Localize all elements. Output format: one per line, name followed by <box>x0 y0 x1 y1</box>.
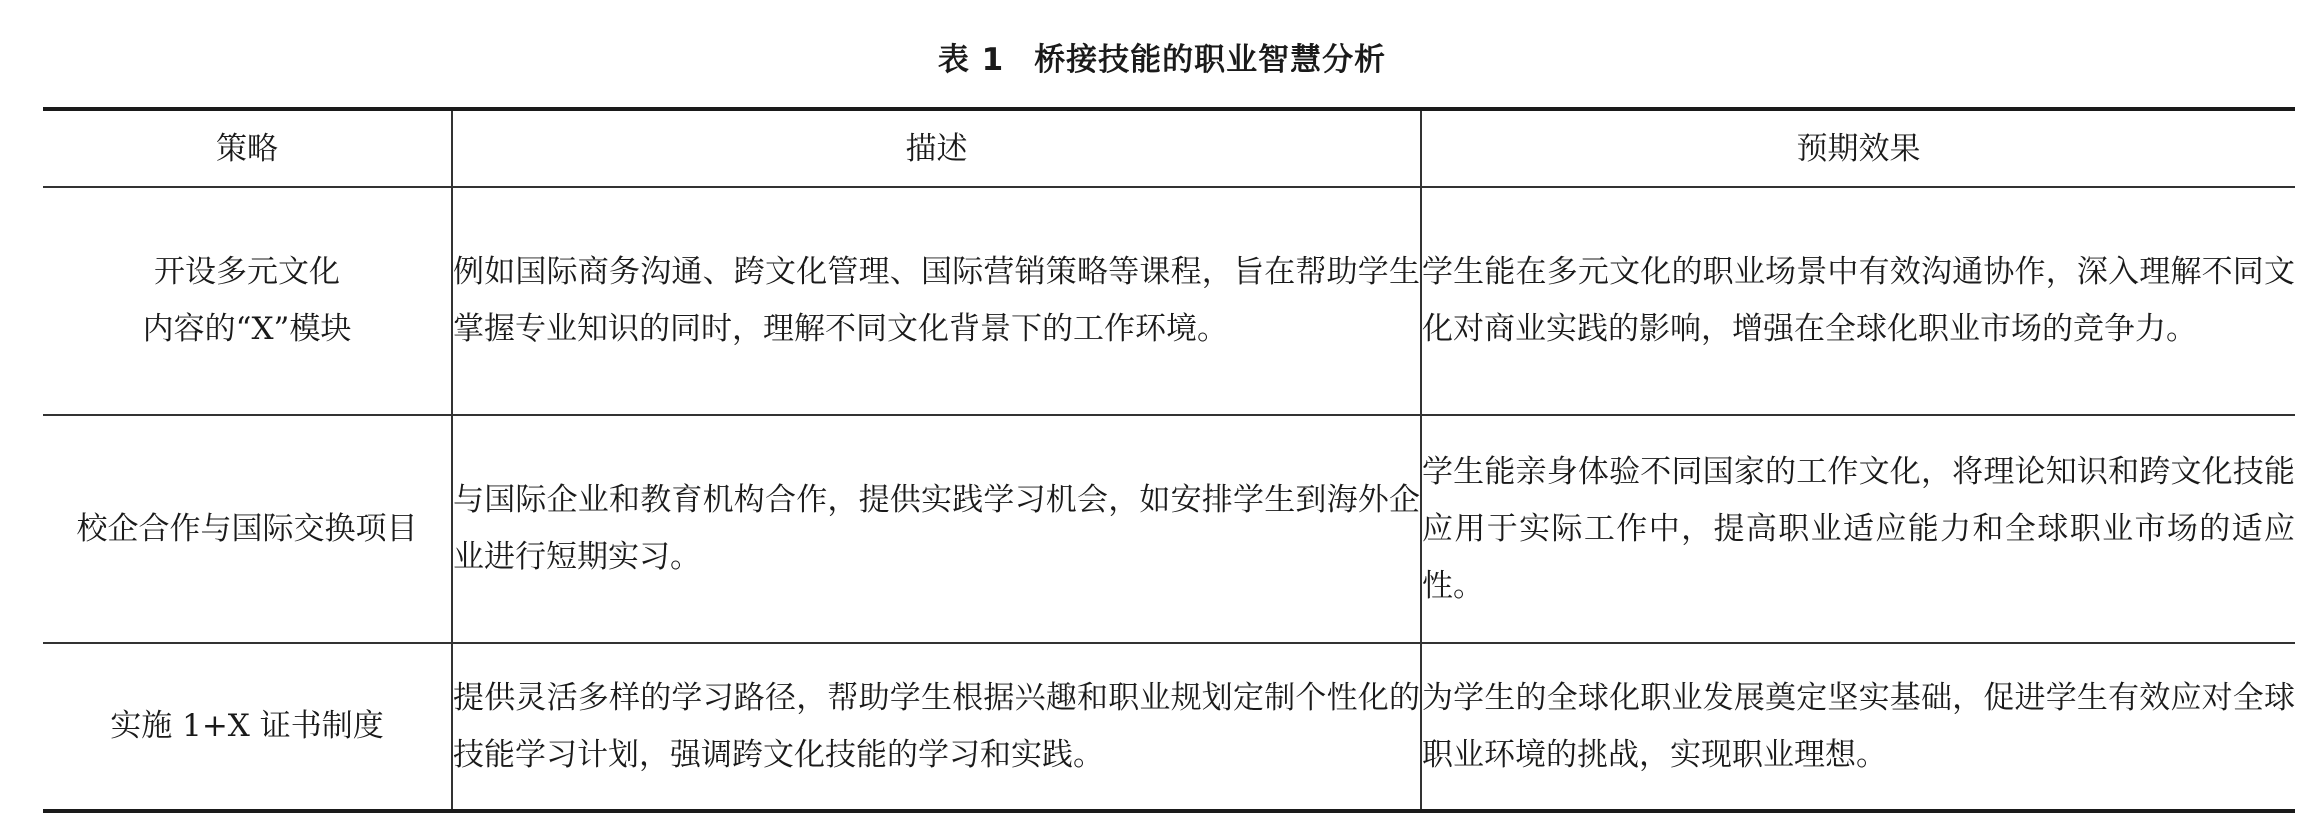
strategy-cell <box>43 643 452 811</box>
header-expected-effect: 预期效果 <box>1421 109 2295 187</box>
description-cell: 提供灵活多样的学习路径，帮助学生根据兴趣和职业规划定制个性化的技能学习计划，强调跨文化技能的学习和实践。 <box>452 643 1421 811</box>
table-row <box>43 643 2295 811</box>
table-number: 表 1 <box>937 42 1005 78</box>
strategy-cell <box>43 415 452 643</box>
description-cell: 与国际企业和教育机构合作，提供实践学习机会，如安排学生到海外企业进行短期实习。 <box>452 415 1421 643</box>
expected-effect-cell: 为学生的全球化职业发展奠定坚实基础，促进学生有效应对全球职业环境的挑战，实现职业理想。 <box>1421 643 2295 811</box>
table-row <box>43 415 2295 643</box>
header-description: 描述 <box>452 109 1421 187</box>
table-header-row <box>43 109 2295 187</box>
strategy-label-line: 开设多元文化 <box>154 254 340 290</box>
description-cell: 例如国际商务沟通、跨文化管理、国际营销策略等课程，旨在帮助学生掌握专业知识的同时，理解不同文化背景下的工作环境。 <box>452 187 1421 415</box>
strategy-cell <box>43 187 452 415</box>
header-strategy: 策略 <box>43 109 452 187</box>
expected-effect-cell: 学生能在多元文化的职业场景中有效沟通协作，深入理解不同文化对商业实践的影响，增强在全球化职业市场的竞争力。 <box>1421 187 2295 415</box>
strategy-label-line: 校企合作与国际交换项目 <box>76 510 418 547</box>
table-caption <box>0 38 2324 82</box>
table-row <box>43 187 2295 415</box>
strategy-label-line: 实施 1+X 证书制度 <box>110 708 384 744</box>
expected-effect-cell: 学生能亲身体验不同国家的工作文化，将理论知识和跨文化技能应用于实际工作中，提高职业适应能力和全球职业市场的适应性。 <box>1421 415 2295 643</box>
table-title: 桥接技能的职业智慧分析 <box>1034 42 1387 78</box>
strategy-label-line: 内容的“X”模块 <box>142 311 352 347</box>
strategy-table <box>43 107 2295 813</box>
